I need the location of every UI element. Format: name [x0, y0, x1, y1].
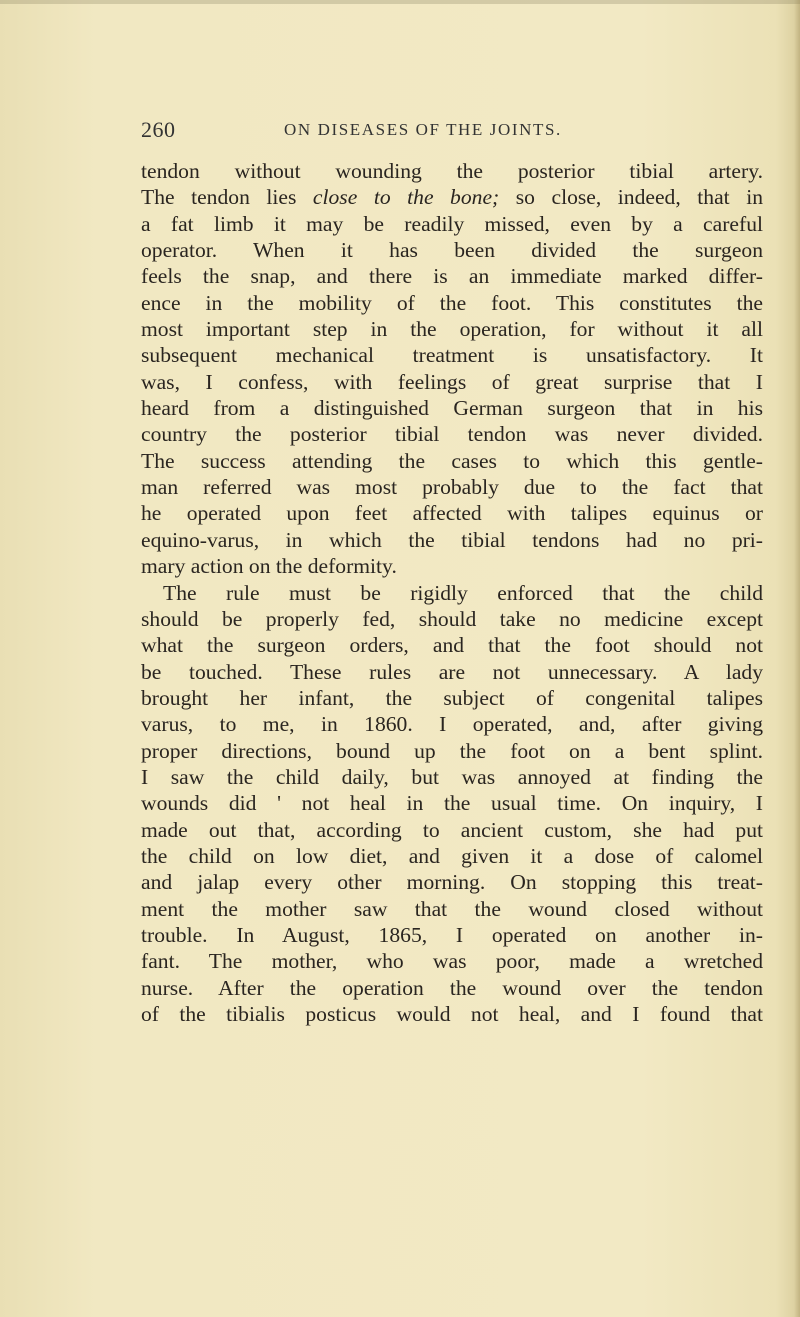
- text-line: made out that, according to ancient custom, she had put: [141, 817, 763, 842]
- text-line: subsequent mechanical treatment is unsatisfactory. It: [141, 343, 763, 368]
- text-line: what the surgeon orders, and that the foot should not: [141, 633, 763, 658]
- text-line: a fat limb it may be readily missed, even by a careful: [141, 211, 763, 236]
- text-line: [141, 184, 763, 210]
- text-line: nurse. After the operation the wound over the tendon: [141, 975, 763, 1000]
- text-line: heard from a distinguished German surgeon that in his: [141, 396, 763, 421]
- text-line: was, I confess, with feelings of great surprise that I: [141, 369, 763, 394]
- text-line: equino-varus, in which the tibial tendons had no pri-: [141, 527, 763, 552]
- text-line: ment the mother saw that the wound closed without: [141, 896, 763, 921]
- text-line: I saw the child daily, but was annoyed at finding the: [141, 764, 763, 789]
- text-line: should be properly fed, should take no medicine except: [141, 606, 763, 631]
- text-line: proper directions, bound up the foot on a bent splint.: [141, 738, 763, 763]
- italic-emphasis: close to the bone;: [312, 185, 500, 210]
- text-segment: The tendon lies: [141, 185, 313, 210]
- text-line: be touched. These rules are not unnecessary. A lady: [141, 659, 763, 684]
- text-line: operator. When it has been divided the surgeon: [141, 238, 763, 263]
- text-line: most important step in the operation, for without it all: [141, 317, 763, 342]
- page-top-edge: [0, 0, 800, 4]
- page-right-edge: [794, 0, 800, 1317]
- text-segment: so close, indeed, that in: [499, 185, 763, 210]
- text-line: he operated upon feet affected with talipes equinus or: [141, 501, 763, 526]
- text-line: mary action on the deformity.: [141, 554, 397, 579]
- text-line: fant. The mother, who was poor, made a wretched: [141, 949, 763, 974]
- text-line: wounds did ' not heal in the usual time. On inquiry, I: [141, 791, 763, 816]
- text-line: The success attending the cases to which this gentle-: [141, 448, 763, 473]
- text-line: ence in the mobility of the foot. This constitutes the: [141, 290, 763, 315]
- text-line: feels the snap, and there is an immediate marked differ-: [141, 264, 763, 289]
- text-line: varus, to me, in 1860. I operated, and, after giving: [141, 712, 763, 737]
- body-text: [141, 158, 763, 1027]
- text-line: the child on low diet, and given it a dose of calomel: [141, 843, 763, 868]
- text-line: country the posterior tibial tendon was never divided.: [141, 422, 763, 447]
- text-line: tendon without wounding the posterior tibial artery.: [141, 159, 763, 183]
- text-line: The rule must be rigidly enforced that the child: [163, 580, 763, 605]
- text-line: brought her infant, the subject of congenital talipes: [141, 685, 763, 710]
- text-line: and jalap every other morning. On stopping this treat-: [141, 870, 763, 895]
- text-line: man referred was most probably due to the fact that: [141, 475, 763, 500]
- text-line: of the tibialis posticus would not heal, and I found that: [141, 1002, 763, 1026]
- page-number: 260: [141, 117, 176, 142]
- running-head: ON DISEASES OF THE JOINTS.: [284, 120, 562, 139]
- text-line: trouble. In August, 1865, I operated on another in-: [141, 922, 763, 947]
